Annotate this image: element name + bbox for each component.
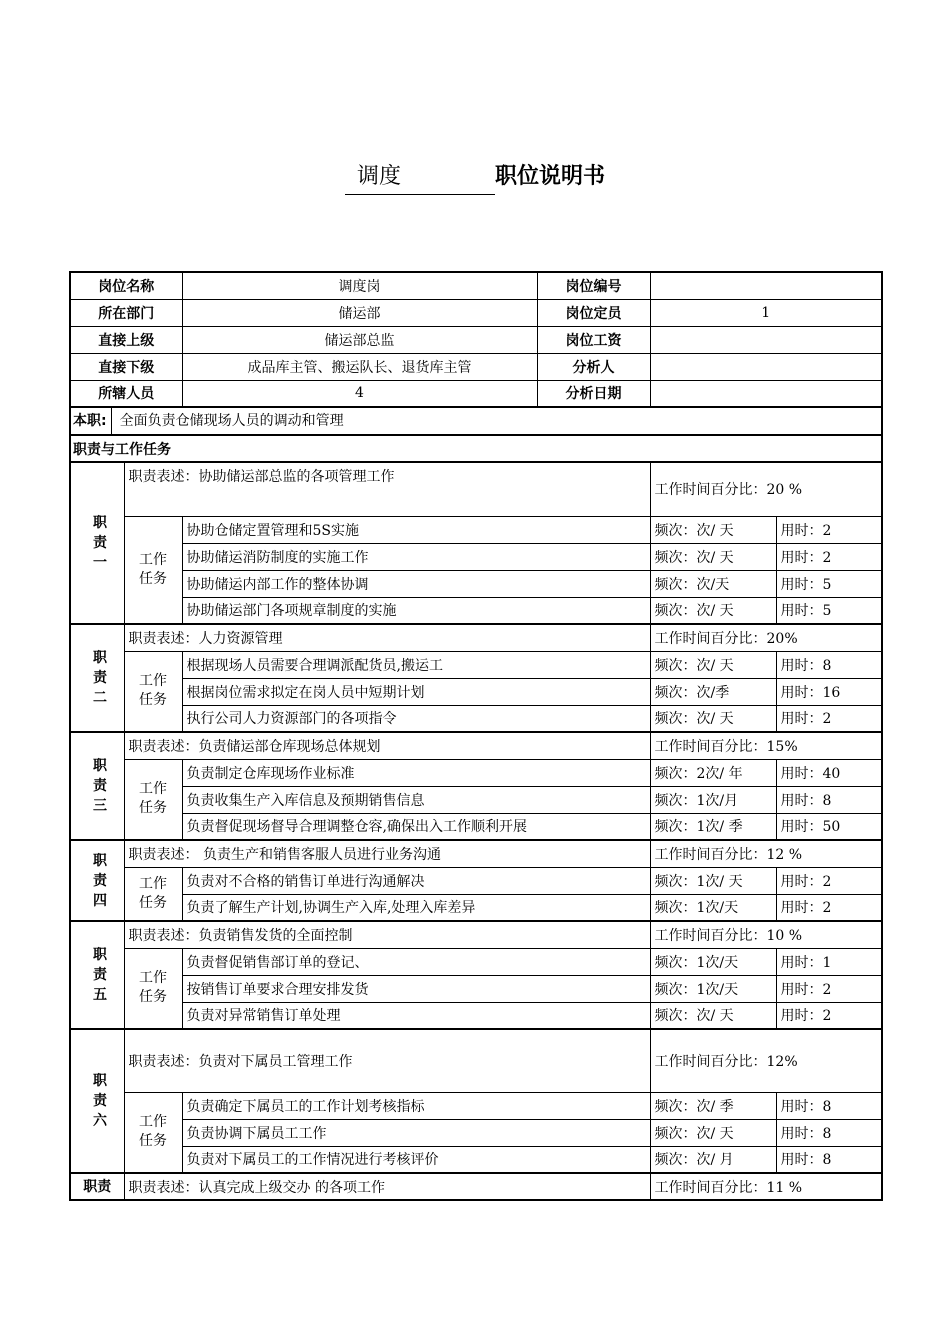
table-row [70, 1119, 882, 1146]
table-row [70, 867, 882, 894]
table-row [70, 813, 882, 840]
task-text: 协助储运部门各项规章制度的实施 [182, 597, 650, 624]
task-frequency: 频次：次/ 天 [650, 543, 776, 570]
table-row [70, 272, 882, 299]
table-row [70, 678, 882, 705]
task-text: 负责督促销售部订单的登记、 [182, 948, 650, 975]
table-row [70, 353, 882, 380]
table-row [70, 462, 882, 516]
section-title: 职责与工作任务 [70, 435, 882, 462]
task-text: 协助仓储定置管理和5S实施 [182, 516, 650, 543]
task-text: 根据现场人员需要合理调派配货员,搬运工 [182, 651, 650, 678]
table-row [70, 921, 882, 948]
table-row [70, 1173, 882, 1200]
task-time: 用时：2 [776, 894, 882, 921]
duty-name [70, 462, 124, 624]
duty-name [70, 1029, 124, 1173]
table-row [70, 1002, 882, 1029]
task-text: 负责了解生产计划,协调生产入库,处理入库差异 [182, 894, 650, 921]
table-row [70, 597, 882, 624]
table-row [70, 705, 882, 732]
task-text: 负责对下属员工的工作情况进行考核评价 [182, 1146, 650, 1173]
document-title [0, 160, 950, 195]
task-text: 按销售订单要求合理安排发货 [182, 975, 650, 1002]
table-row [70, 1029, 882, 1092]
field-label: 岗位名称 [70, 272, 182, 299]
job-description-table [69, 271, 883, 1201]
table-row [70, 759, 882, 786]
duty-name [70, 840, 124, 921]
field-value: 成品库主管、搬运队长、退货库主管 [182, 353, 537, 380]
duty-description: 职责表述：认真完成上级交办 的各项工作 [124, 1173, 650, 1200]
work-task-label [124, 651, 182, 732]
task-frequency: 频次：次/ 月 [650, 1146, 776, 1173]
task-frequency: 频次：1次/ 季 [650, 813, 776, 840]
task-time: 用时：2 [776, 1002, 882, 1029]
task-frequency: 频次：1次/天 [650, 948, 776, 975]
duty-time-percent: 工作时间百分比：12 % [650, 840, 882, 867]
task-frequency: 频次：次/ 天 [650, 1119, 776, 1146]
task-frequency: 频次：次/ 天 [650, 516, 776, 543]
task-time: 用时：2 [776, 543, 882, 570]
field-label: 分析日期 [537, 380, 650, 407]
duty-name-text: 职责四 [93, 852, 107, 909]
duty-description: 职责表述： 负责生产和销售客服人员进行业务沟通 [124, 840, 650, 867]
duty-name-text: 职责一 [93, 515, 107, 571]
field-label: 直接下级 [70, 353, 182, 380]
task-text: 执行公司人力资源部门的各项指令 [182, 705, 650, 732]
duty-description: 职责表述：人力资源管理 [124, 624, 650, 651]
work-task-label-text: 工作任务 [139, 970, 167, 1006]
duty-name-text: 职责五 [93, 947, 107, 1003]
work-task-label-text: 工作任务 [139, 875, 167, 911]
task-time: 用时：40 [776, 759, 882, 786]
task-text: 负责督促现场督导合理调整仓容,确保出入工作顺利开展 [182, 813, 650, 840]
table-row [70, 543, 882, 570]
task-frequency: 频次：1次/天 [650, 975, 776, 1002]
duty-description: 职责表述：协助储运部总监的各项管理工作 [124, 462, 650, 516]
task-frequency: 频次：次/ 天 [650, 651, 776, 678]
table-row [70, 651, 882, 678]
task-frequency: 频次：次/ 天 [650, 1002, 776, 1029]
duty-time-percent: 工作时间百分比：12% [650, 1029, 882, 1092]
task-time: 用时：8 [776, 1146, 882, 1173]
table-row [70, 732, 882, 759]
task-frequency: 频次：次/ 天 [650, 597, 776, 624]
summary-label: 本职: [73, 408, 112, 434]
task-text: 负责协调下属员工工作 [182, 1119, 650, 1146]
document-heading: 职位说明书 [494, 164, 605, 189]
field-label: 岗位工资 [537, 326, 650, 353]
table-row [70, 894, 882, 921]
table-row [70, 516, 882, 543]
table-row [70, 570, 882, 597]
duty-description: 职责表述：负责对下属员工管理工作 [124, 1029, 650, 1092]
field-label: 直接上级 [70, 326, 182, 353]
task-time: 用时：2 [776, 975, 882, 1002]
work-task-label-text: 工作任务 [139, 1114, 167, 1150]
duty-name [70, 732, 124, 840]
duty-name-text: 职责二 [93, 650, 107, 706]
work-task-label [124, 1092, 182, 1173]
job-summary [70, 407, 882, 435]
table-row [70, 1146, 882, 1173]
task-time: 用时：2 [776, 705, 882, 732]
task-text: 负责收集生产入库信息及预期销售信息 [182, 786, 650, 813]
field-label: 所辖人员 [70, 380, 182, 407]
table-row [70, 1092, 882, 1119]
duty-time-percent: 工作时间百分比：15% [650, 732, 882, 759]
table-row [70, 786, 882, 813]
duty-time-percent: 工作时间百分比：11 % [650, 1173, 882, 1200]
table-row [70, 326, 882, 353]
duty-name-text: 职责三 [93, 758, 107, 814]
table-row [70, 299, 882, 326]
field-value: 储运部总监 [182, 326, 537, 353]
table-row [70, 975, 882, 1002]
task-text: 协助储运消防制度的实施工作 [182, 543, 650, 570]
task-frequency: 频次：1次/月 [650, 786, 776, 813]
field-value: 调度岗 [182, 272, 537, 299]
task-frequency: 频次：次/天 [650, 570, 776, 597]
field-value [650, 326, 882, 353]
task-text: 负责确定下属员工的工作计划考核指标 [182, 1092, 650, 1119]
duty-name-text: 职责六 [93, 1073, 107, 1129]
task-time: 用时：5 [776, 570, 882, 597]
position-name: 调度 [345, 160, 495, 195]
field-label: 岗位定员 [537, 299, 650, 326]
task-frequency: 频次：次/季 [650, 678, 776, 705]
task-time: 用时：5 [776, 597, 882, 624]
task-text: 负责对不合格的销售订单进行沟通解决 [182, 867, 650, 894]
summary-text: 全面负责仓储现场人员的调动和管理 [119, 413, 344, 429]
duty-time-percent: 工作时间百分比：10 % [650, 921, 882, 948]
duty-description: 职责表述：负责销售发货的全面控制 [124, 921, 650, 948]
task-frequency: 频次：次/ 季 [650, 1092, 776, 1119]
task-time: 用时：2 [776, 516, 882, 543]
work-task-label-text: 工作任务 [139, 673, 167, 709]
field-value: 4 [182, 380, 537, 407]
field-value [650, 380, 882, 407]
work-task-label [124, 516, 182, 624]
duty-description: 职责表述：负责储运部仓库现场总体规划 [124, 732, 650, 759]
duty-name [70, 921, 124, 1029]
field-label: 所在部门 [70, 299, 182, 326]
duty-name [70, 624, 124, 732]
field-label: 分析人 [537, 353, 650, 380]
task-time: 用时：1 [776, 948, 882, 975]
duty-time-percent: 工作时间百分比：20% [650, 624, 882, 651]
task-text: 根据岗位需求拟定在岗人员中短期计划 [182, 678, 650, 705]
task-time: 用时：2 [776, 867, 882, 894]
task-time: 用时：8 [776, 1119, 882, 1146]
task-frequency: 频次：1次/ 天 [650, 867, 776, 894]
task-frequency: 频次：次/ 天 [650, 705, 776, 732]
table-row [70, 435, 882, 462]
task-text: 负责制定仓库现场作业标准 [182, 759, 650, 786]
work-task-label-text: 工作任务 [139, 551, 167, 587]
task-time: 用时：8 [776, 1092, 882, 1119]
field-value [650, 353, 882, 380]
task-text: 负责对异常销售订单处理 [182, 1002, 650, 1029]
field-label: 岗位编号 [537, 272, 650, 299]
work-task-label-text: 工作任务 [139, 781, 167, 817]
field-value: 1 [650, 299, 882, 326]
duty-name: 职责 [70, 1173, 124, 1200]
task-time: 用时：50 [776, 813, 882, 840]
field-value [650, 272, 882, 299]
task-text: 协助储运内部工作的整体协调 [182, 570, 650, 597]
task-time: 用时：8 [776, 786, 882, 813]
task-frequency: 频次：2次/ 年 [650, 759, 776, 786]
table-row [70, 840, 882, 867]
work-task-label [124, 867, 182, 921]
task-time: 用时：8 [776, 651, 882, 678]
table-row [70, 624, 882, 651]
field-value: 储运部 [182, 299, 537, 326]
table-row [70, 380, 882, 407]
duty-time-percent: 工作时间百分比：20 % [650, 462, 882, 516]
table-row [70, 407, 882, 435]
task-time: 用时：16 [776, 678, 882, 705]
table-row [70, 948, 882, 975]
work-task-label [124, 948, 182, 1029]
task-frequency: 频次：1次/天 [650, 894, 776, 921]
work-task-label [124, 759, 182, 840]
